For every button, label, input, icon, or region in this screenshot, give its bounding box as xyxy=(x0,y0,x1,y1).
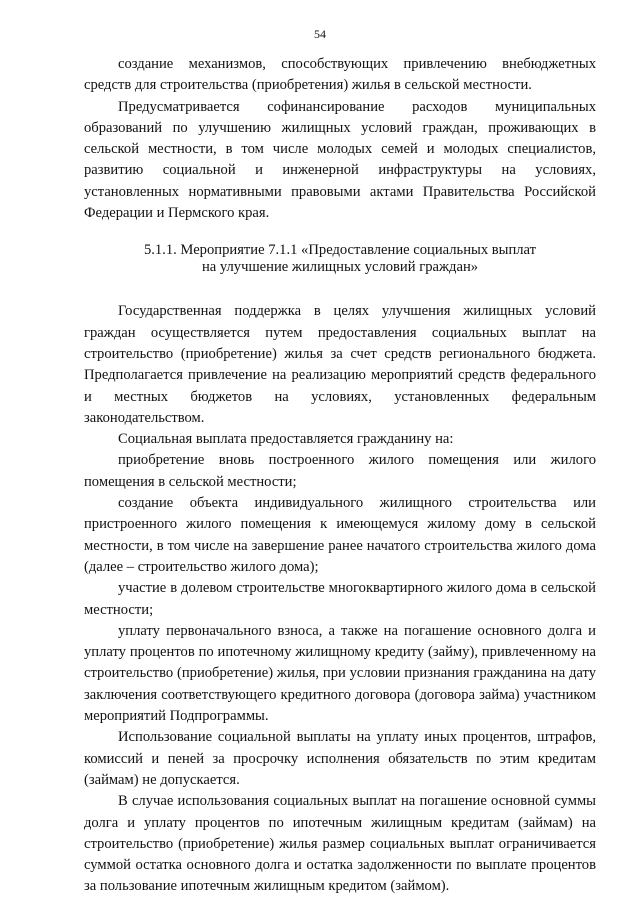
paragraph-purchase: приобретение вновь построенного жилого помещения или жилого помещения в сельской местности; xyxy=(84,452,596,490)
page-number: 54 xyxy=(314,27,326,41)
paragraph-shared-construction: участие в долевом строительстве многоквартирного жилого дома в сельской местности; xyxy=(84,580,596,618)
paragraph-payment-purposes: Социальная выплата предоставляется гражданину на: xyxy=(118,431,454,448)
paragraph-state-support: Государственная поддержка в целях улучшения жилищных условий граждан осуществляется путем предоставления социальных выплат на строительство (приобретение) жилья за счет средств регионального бюджета. Предполагается привлечение на реализацию мероприятий средств федерального и местных бюджетов на условиях, установленных федеральным законодательством. xyxy=(84,303,596,426)
paragraph-intro-1: создание механизмов, способствующих привлечению внебюджетных средств для строительства (приобретения) жилья в сельской местности. xyxy=(84,56,596,94)
document-body xyxy=(84,54,596,898)
paragraph-restrictions: Использование социальной выплаты на уплату иных процентов, штрафов, комиссий и пеней за просрочку исполнения обязательств по этим кредитам (займам) не допускается. xyxy=(84,729,596,788)
paragraph-mortgage: уплату первоначального взноса, а также на погашение основного долга и уплату процентов по ипотечному жилищному кредиту (займу), привлеченному на строительство (приобретение) жилья, при условии признания гражданина на дату заключения соответствующего кредитного договора (договора займа) участником мероприятий Подпрограммы. xyxy=(84,622,596,725)
paragraph-intro-2: Предусматривается софинансирование расходов муниципальных образований по улучшению жилищных условий граждан, проживающих в сельской местности, в том числе молодых семей и молодых специалистов, развитию социальной и инженерной инфраструктуры на условиях, установленных нормативными правовыми актами Правительства Российской Федерации и Пермского края. xyxy=(84,98,596,222)
paragraph-construction: создание объекта индивидуального жилищного строительства или пристроенного жилого помещения к имеющемуся жилому дому в сельской местности, в том числе на завершение ранее начатого строительства жилого дома (далее – строительство жилого дома); xyxy=(84,495,596,575)
section-heading-line-1: 5.1.1. Мероприятие 7.1.1 «Предоставление социальных выплат xyxy=(143,242,537,259)
section-heading-line-2: на улучшение жилищных условий граждан» xyxy=(201,259,479,276)
section-spacer xyxy=(84,276,596,301)
paragraph-limits: В случае использования социальных выплат на погашение основной суммы долга и уплату процентов по ипотечным жилищным кредитам (займам) на строительство (приобретение) жилья размер социальных выплат ограничивается суммой остатка основного долга и остатка задолженности по выплате процентов за пользование ипотечным жилищным кредитом (займом). xyxy=(84,793,596,895)
section-heading xyxy=(84,242,596,276)
